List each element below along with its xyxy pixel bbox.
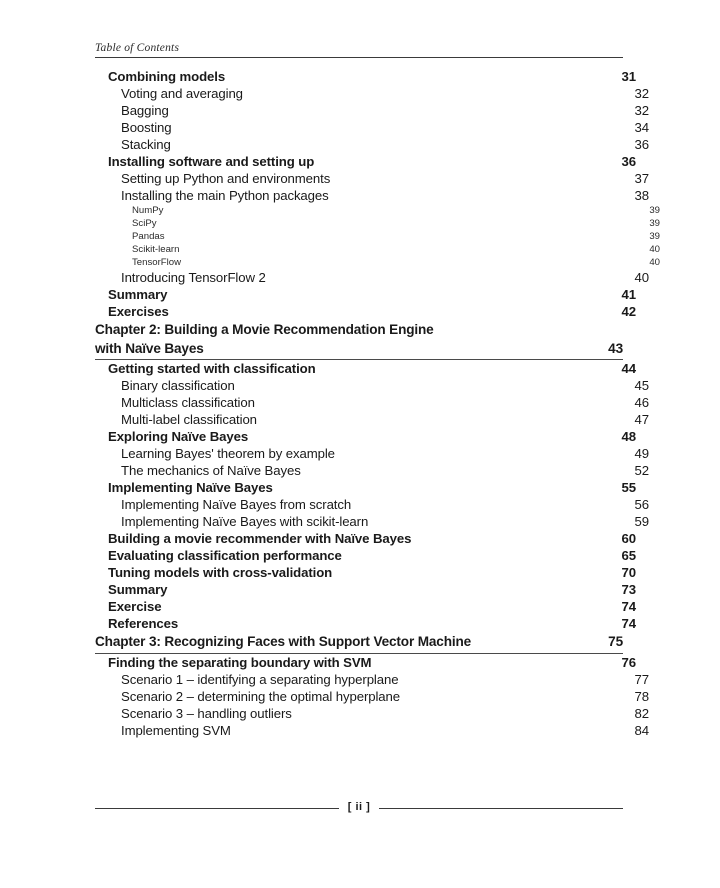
toc-entry-level-1[interactable] [95,547,636,564]
toc-entry-label: Chapter 3: Recognizing Faces with Support Vector Machine [95,634,472,649]
toc-entry-label: Implementing SVM [121,723,231,738]
toc-entry-level-1[interactable] [95,654,636,671]
toc-entry-label: Finding the separating boundary with SVM [108,655,372,670]
toc-entry-label: Boosting [121,120,172,135]
toc-entry-label: Installing software and setting up [108,154,315,169]
toc-entry-level-2[interactable] [95,462,649,479]
toc-entry-level-2[interactable] [95,411,649,428]
toc-entry-level-2[interactable] [95,119,649,136]
running-header-title: Table of Contents [95,42,180,54]
toc-entry-level-3[interactable] [95,230,660,243]
toc-entry-label: Scenario 3 – handling outliers [121,706,292,721]
toc-entry-page: 65 [621,548,636,563]
toc-entry-label: Voting and averaging [121,86,243,101]
toc-entry-page: 42 [621,304,636,319]
toc-entry-level-1[interactable] [95,68,636,85]
toc-entry-page: 74 [621,616,636,631]
toc-entry-level-2[interactable] [95,136,649,153]
toc-entry-page: 36 [621,154,636,169]
toc-entry-level-3[interactable] [95,243,660,256]
toc-entry-level-3[interactable] [95,256,660,269]
toc-entry-label: Getting started with classification [108,361,316,376]
toc-entry-page: 70 [621,565,636,580]
toc-entry-level-2[interactable] [95,496,649,513]
footer-rule-right [379,808,623,809]
toc-entry-page: 55 [621,480,636,495]
toc-entry-label: Implementing Naïve Bayes from scratch [121,497,352,512]
toc-entry-level-2[interactable] [95,102,649,119]
toc-entry-level-1[interactable] [95,479,636,496]
toc-entry-level-1[interactable] [95,286,636,303]
toc-entry-page: 47 [634,412,649,427]
toc-entry-page: 76 [621,655,636,670]
toc-entry-label: Combining models [108,69,226,84]
toc-entry-page: 84 [634,723,649,738]
toc-entry-level-1[interactable] [95,428,636,445]
toc-entry-page: 37 [634,171,649,186]
page-footer [95,802,623,814]
toc-entry-label: Scenario 2 – determining the optimal hyperplane [121,689,401,704]
toc-entry-page: 39 [649,231,660,242]
toc-entry-level-1[interactable] [95,598,636,615]
toc-entry-page: 32 [634,86,649,101]
toc-entry-page: 38 [634,188,649,203]
toc-entry-label: Binary classification [121,378,235,393]
toc-entry-level-2[interactable] [95,377,649,394]
toc-entry-page: 44 [621,361,636,376]
toc-entry-page: 82 [634,706,649,721]
toc-entry-level-2[interactable] [95,269,649,286]
toc-entry-label: Bagging [121,103,169,118]
toc-entry-list [95,68,660,739]
toc-entry-page: 39 [649,218,660,229]
toc-chapter-heading[interactable] [95,632,623,654]
toc-entry-page: 49 [634,446,649,461]
toc-entry-page: 40 [634,270,649,285]
footer-rule-left [95,808,339,809]
toc-entry-page: 75 [608,634,623,649]
toc-entry-label: Installing the main Python packages [121,188,329,203]
toc-entry-label: Summary [108,287,168,302]
toc-entry-level-2[interactable] [95,445,649,462]
toc-entry-page: 40 [649,244,660,255]
toc-entry-level-1[interactable] [95,564,636,581]
toc-entry-level-1[interactable] [95,581,636,598]
toc-entry-label: The mechanics of Naïve Bayes [121,463,301,478]
toc-entry-level-2[interactable] [95,513,649,530]
toc-entry-page: 46 [634,395,649,410]
toc-entry-label: TensorFlow [132,257,182,268]
toc-entry-page: 77 [634,672,649,687]
toc-entry-page: 39 [649,205,660,216]
toc-entry-level-1[interactable] [95,153,636,170]
toc-entry-label: Implementing Naïve Bayes with scikit-learn [121,514,369,529]
toc-entry-page: 52 [634,463,649,478]
toc-entry-label: Multiclass classification [121,395,255,410]
toc-entry-level-3[interactable] [95,204,660,217]
toc-entry-label: Tuning models with cross-validation [108,565,333,580]
toc-entry-page: 56 [634,497,649,512]
toc-entry-page: 45 [634,378,649,393]
toc-entry-level-2[interactable] [95,722,649,739]
toc-entry-page: 73 [621,582,636,597]
toc-entry-label: Multi-label classification [121,412,257,427]
toc-entry-page: 43 [608,341,623,356]
toc-entry-page: 34 [634,120,649,135]
toc-entry-level-3[interactable] [95,217,660,230]
toc-entry-label: Scenario 1 – identifying a separating hyperplane [121,672,399,687]
toc-entry-label: Stacking [121,137,171,152]
toc-entry-page: 31 [621,69,636,84]
toc-entry-label: Exercises [108,304,169,319]
toc-entry-label: Scikit-learn [132,244,180,255]
toc-entry-label: Pandas [132,231,165,242]
toc-entry-label: Introducing TensorFlow 2 [121,270,266,285]
toc-entry-level-1[interactable] [95,615,636,632]
toc-entry-page: 40 [649,257,660,268]
toc-entry-label: Evaluating classification performance [108,548,342,563]
toc-entry-level-2[interactable] [95,187,649,204]
toc-entry-level-2[interactable] [95,85,649,102]
toc-entry-label: NumPy [132,205,164,216]
toc-entry-label: SciPy [132,218,157,229]
toc-entry-page: 60 [621,531,636,546]
toc-entry-label: References [108,616,179,631]
toc-entry-page: 36 [634,137,649,152]
running-header [95,41,623,58]
toc-entry-level-2[interactable] [95,671,649,688]
toc-entry-label: Implementing Naïve Bayes [108,480,273,495]
toc-entry-label: with Naïve Bayes [95,341,204,356]
toc-chapter-heading[interactable] [95,320,623,339]
toc-entry-label: Summary [108,582,168,597]
toc-entry-page: 32 [634,103,649,118]
toc-entry-level-2[interactable] [95,394,649,411]
toc-entry-page: 74 [621,599,636,614]
toc-entry-label: Learning Bayes' theorem by example [121,446,335,461]
toc-entry-label: Setting up Python and environments [121,171,331,186]
toc-entry-label: Chapter 2: Building a Movie Recommendation Engine [95,322,434,337]
toc-entry-level-2[interactable] [95,688,649,705]
toc-entry-page: 48 [621,429,636,444]
toc-entry-level-1[interactable] [95,360,636,377]
toc-entry-level-1[interactable] [95,530,636,547]
toc-entry-page: 59 [634,514,649,529]
toc-entry-level-2[interactable] [95,705,649,722]
toc-chapter-heading-continued[interactable] [95,339,623,360]
toc-entry-label: Exploring Naïve Bayes [108,429,249,444]
toc-entry-level-1[interactable] [95,303,636,320]
toc-entry-label: Exercise [108,599,162,614]
toc-entry-level-2[interactable] [95,170,649,187]
running-header-rule [95,57,623,58]
toc-entry-page: 41 [621,287,636,302]
page-number: [ ii ] [347,801,371,813]
toc-entry-page: 78 [634,689,649,704]
toc-entry-label: Building a movie recommender with Naïve Bayes [108,531,412,546]
